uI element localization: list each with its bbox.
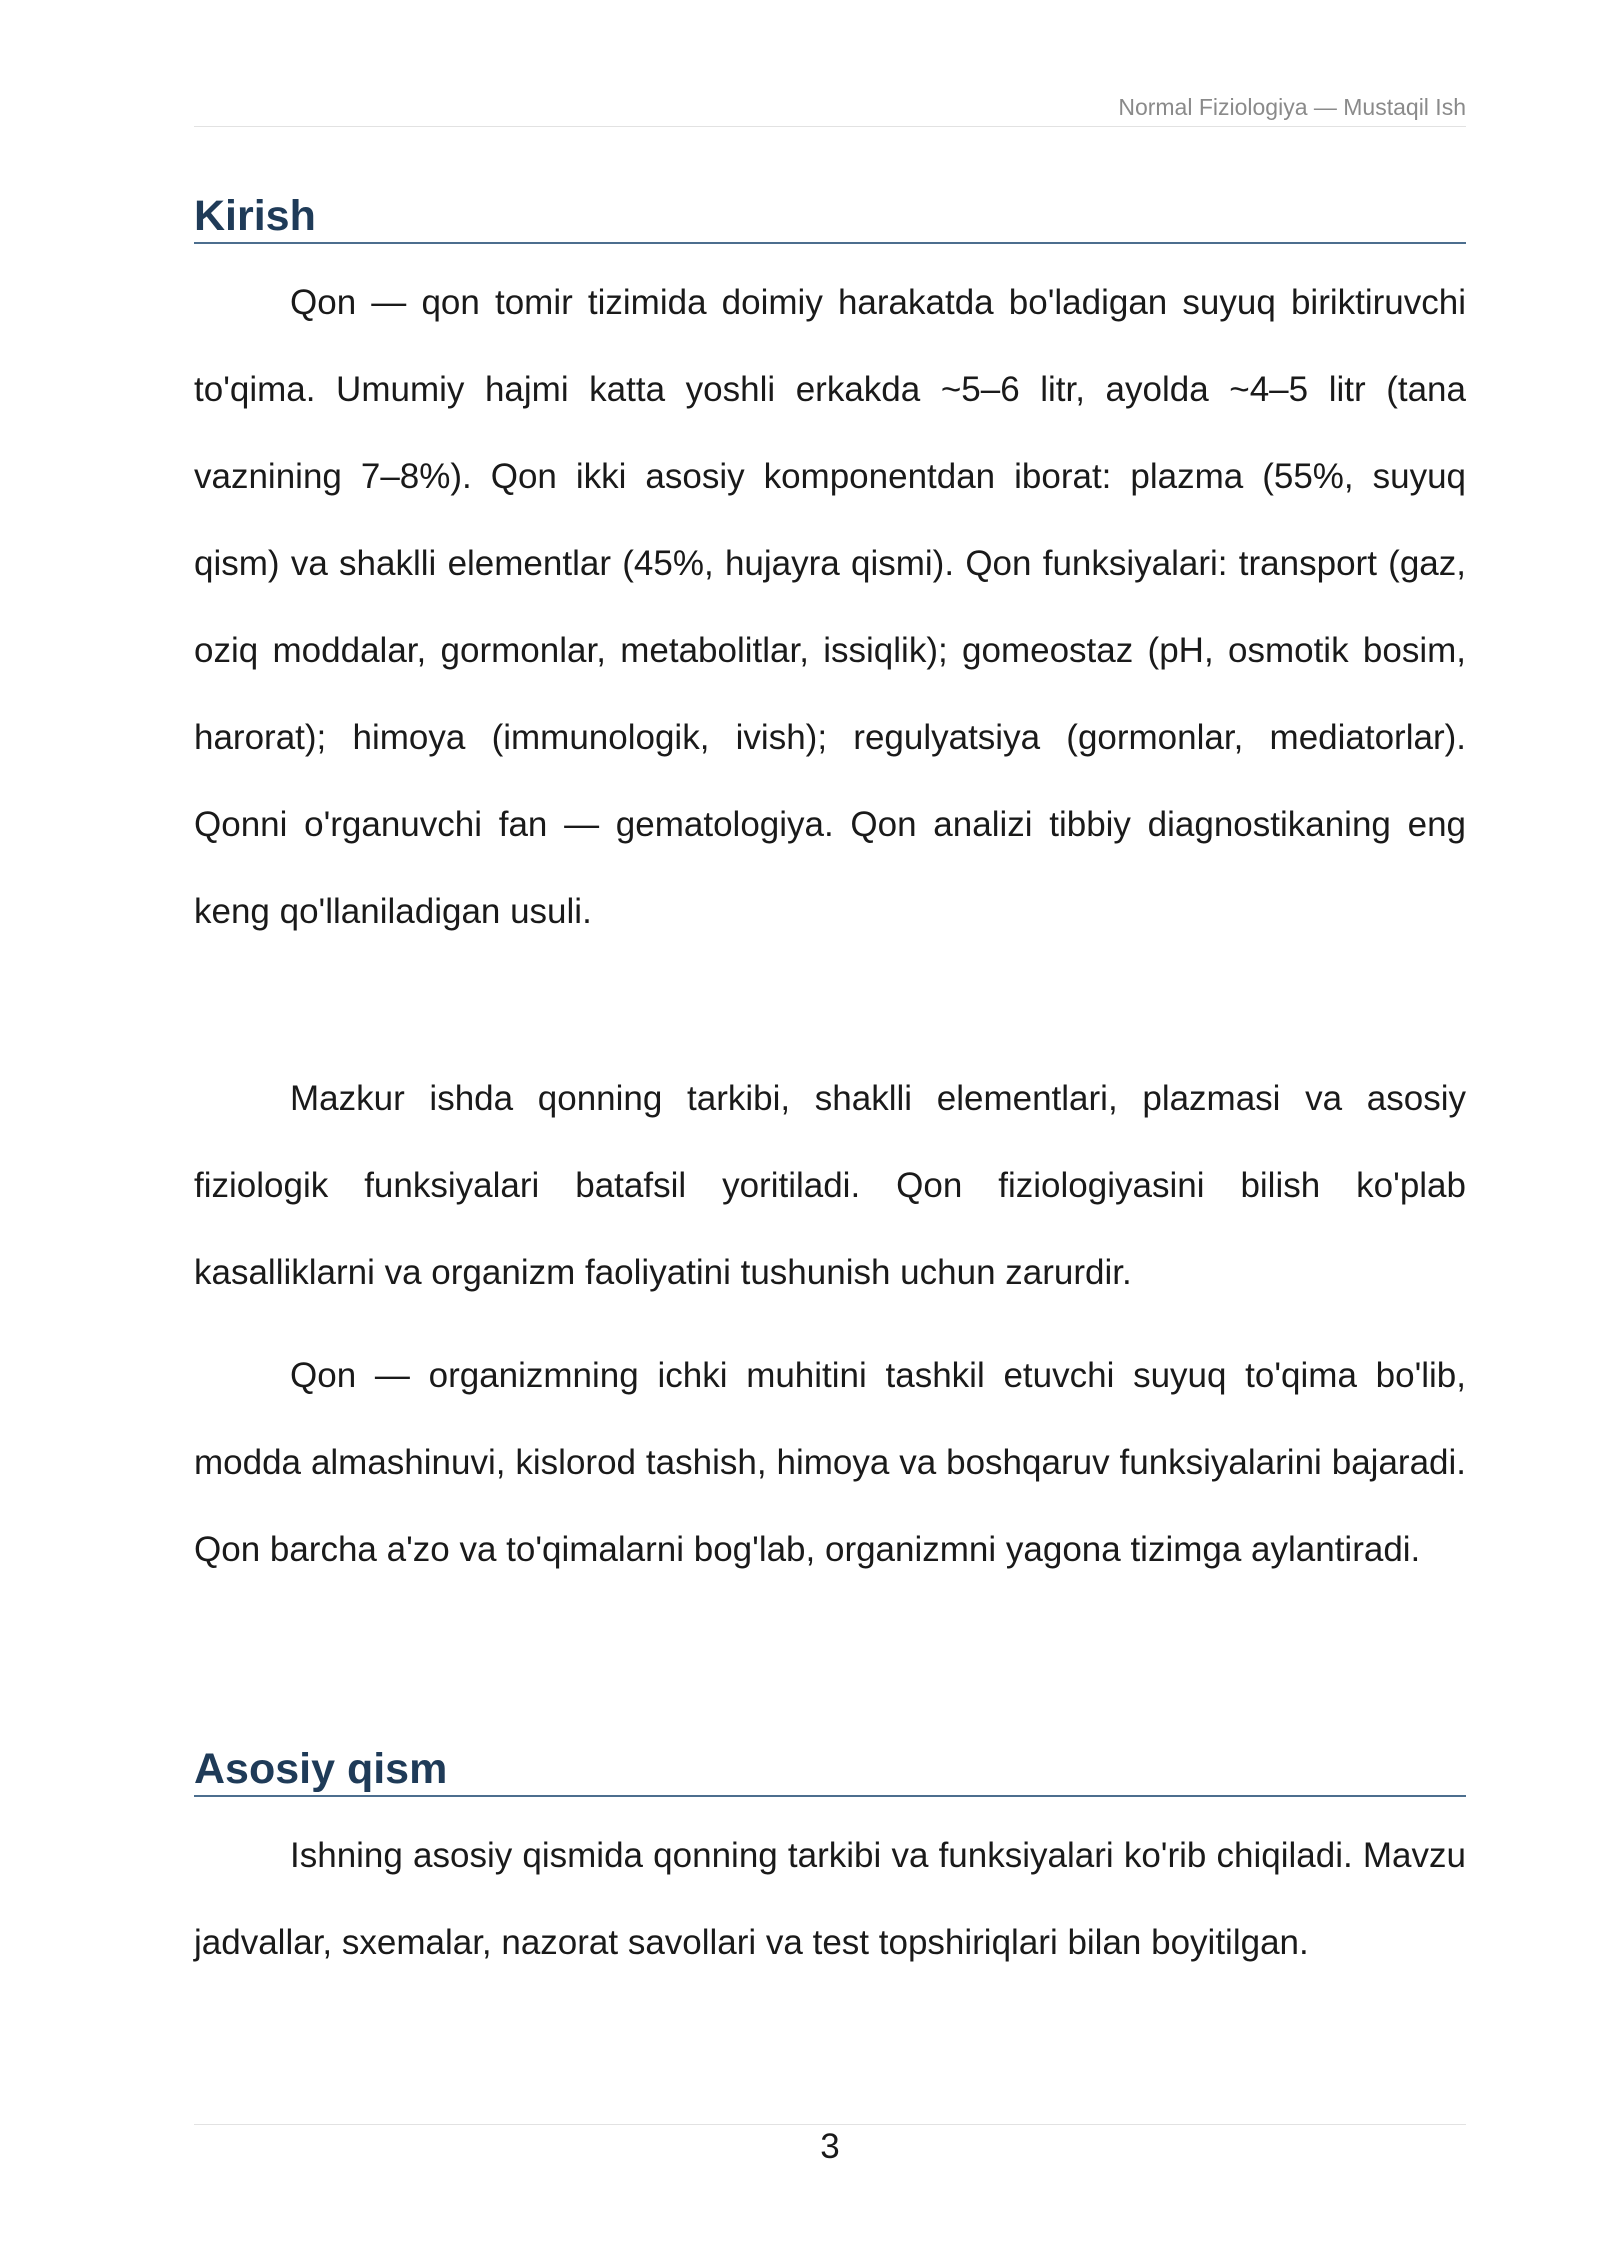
section-heading-kirish: Kirish — [194, 193, 1466, 244]
paragraph-intro-3: Qon — organizmning ichki muhitini tashkil etuvchi suyuq to'qima bo'lib, modda almashinuvi, kislorod tashish, himoya va boshqaruv funksiyalarini bajaradi. Qon barcha a'zo va to'qimalarni bog'lab, organizmni yagona tizimga aylantiradi. — [194, 1356, 1466, 1569]
section-heading-asosiy-qism: Asosiy qism — [194, 1746, 1466, 1797]
footer-divider — [194, 2124, 1466, 2125]
paragraph-intro-1: Qon — qon tomir tizimida doimiy harakatda bo'ladigan suyuq biriktiruvchi to'qima. Umumiy hajmi katta yoshli erkakda ~5–6 litr, ayolda ~4–5 litr (tana vaznining 7–8%). Qon ikki asosiy komponentdan iborat: plazma (55%, suyuq qism) va shaklli elementlar (45%, hujayra qismi). Qon funksiyalari: transport (gaz, oziq moddalar, gormonlar, metabolitlar, issiqlik); gomeostaz (pH, osmotik bosim, harorat); himoya (immunologik, ivish); regulyatsiya (gormonlar, mediatorlar). Qonni o'rganuvchi fan — gematologiya. Qon analizi tibbiy diagnostikaning eng keng qo'llaniladigan usuli. — [194, 283, 1466, 931]
paragraph-main-1: Ishning asosiy qismida qonning tarkibi va funksiyalari ko'rib chiqiladi. Mavzu jadvallar, sxemalar, nazorat savollari va test topshiriqlari bilan boyitilgan. — [194, 1836, 1466, 1962]
header-divider — [194, 126, 1466, 127]
paragraph-intro-2: Mazkur ishda qonning tarkibi, shaklli elementlari, plazmasi va asosiy fiziologik funksiyalari batafsil yoritiladi. Qon fiziologiyasini bilish ko'plab kasalliklarni va organizm faoliyatini tushunish uchun zarurdir. — [194, 1079, 1466, 1292]
page-number: 3 — [820, 2127, 840, 2166]
running-header: Normal Fiziologiya — Mustaqil Ish — [1118, 94, 1466, 120]
